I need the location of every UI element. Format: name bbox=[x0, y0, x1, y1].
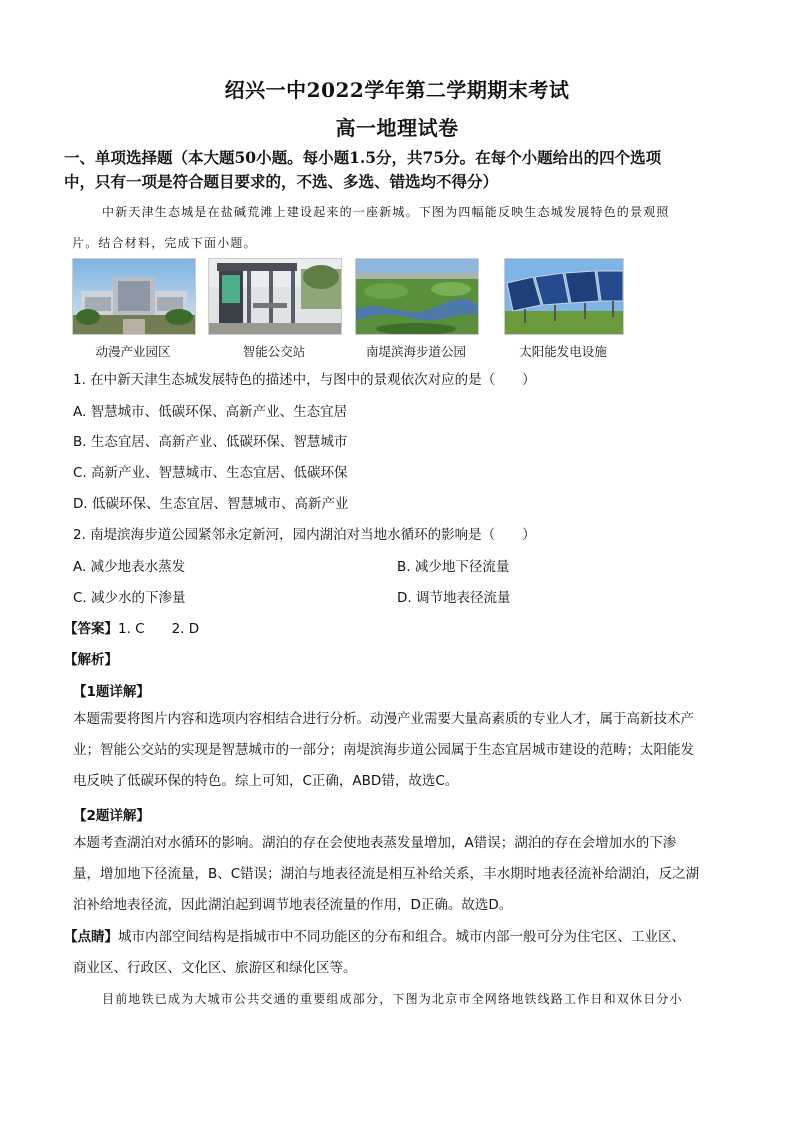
answer-label: 【答案】 bbox=[64, 621, 118, 637]
material-intro-line1: 中新天津生态城是在盐碱荒滩上建设起来的一座新城。下图为四幅能反映生态城发展特色的景观照 bbox=[102, 205, 670, 219]
caption-seaside-park: 南堤滨海步道公园 bbox=[365, 344, 466, 359]
tip-label: 【点睛】 bbox=[64, 929, 118, 945]
section-heading-line2: 中，只有一项是符合题目要求的，不选、多选、错选均不得分） bbox=[64, 172, 499, 191]
analysis-label: 【解析】 bbox=[64, 652, 118, 668]
detail-1-line: 业；智能公交站的实现是智慧城市的一部分；南堤滨海步道公园属于生态宜居城市建设的范畴；太阳能发 bbox=[73, 742, 694, 758]
question-2-option-c: C. 减少水的下渗量 bbox=[73, 590, 186, 606]
material-intro-line2: 片。结合材料，完成下面小题。 bbox=[72, 236, 257, 250]
question-2-stem: 2. 南堤滨海步道公园紧邻永定新河，园内湖泊对当地水循环的影响是（ ） bbox=[73, 527, 536, 543]
detail-1-body bbox=[73, 704, 733, 797]
photo-animation-park bbox=[72, 258, 196, 335]
question-1-option-b: B. 生态宜居、高新产业、低碳环保、智慧城市 bbox=[73, 434, 348, 450]
tip-line-1 bbox=[64, 922, 734, 953]
caption-smart-bus-stop: 智能公交站 bbox=[242, 344, 306, 359]
question-1-option-a: A. 智慧城市、低碳环保、高新产业、生态宜居 bbox=[73, 404, 348, 420]
tip-line-2: 商业区、行政区、文化区、旅游区和绿化区等。 bbox=[73, 960, 357, 976]
detail-1-line: 电反映了低碳环保的特色。综上可知，C正确，ABD错，故选C。 bbox=[73, 773, 459, 789]
question-2-option-a: A. 减少地表水蒸发 bbox=[73, 559, 186, 575]
caption-animation-park: 动漫产业园区 bbox=[95, 344, 171, 359]
exam-subtitle: 高一地理试卷 bbox=[335, 116, 459, 140]
section-heading-line1: 一、单项选择题（本大题50小题。每小题1.5分，共75分。在每个小题给出的四个选项 bbox=[64, 148, 662, 167]
question-2-option-d: D. 调节地表径流量 bbox=[397, 590, 511, 606]
detail-2-body bbox=[73, 828, 733, 921]
tip-block bbox=[64, 922, 734, 984]
detail-2-line: 本题考查湖泊对水循环的影响。湖泊的存在会使地表蒸发量增加，A错误；湖泊的存在会增加水的下渗 bbox=[73, 835, 677, 851]
question-1-stem: 1. 在中新天津生态城发展特色的描述中，与图中的景观依次对应的是（ ） bbox=[73, 372, 536, 388]
photo-seaside-park bbox=[355, 258, 479, 335]
detail-2-line: 泊补给地表径流，因此湖泊起到调节地表径流量的作用，D正确。故选D。 bbox=[73, 897, 513, 913]
next-material-intro: 目前地铁已成为大城市公共交通的重要组成部分，下图为北京市全网络地铁线路工作日和双休日分小 bbox=[102, 992, 683, 1006]
exam-title: 绍兴一中2022学年第二学期期末考试 bbox=[224, 78, 570, 102]
photo-smart-bus-stop bbox=[208, 258, 342, 335]
question-1-option-d: D. 低碳环保、生态宜居、智慧城市、高新产业 bbox=[73, 496, 349, 512]
detail-1-label: 【1题详解】 bbox=[73, 684, 150, 700]
tip-text: 城市内部空间结构是指城市中不同功能区的分布和组合。城市内部一般可分为住宅区、工业区、 bbox=[118, 929, 685, 945]
answer-text: 1. C 2. D bbox=[118, 621, 200, 637]
question-2-option-b: B. 减少地下径流量 bbox=[397, 559, 510, 575]
photo-solar-facility bbox=[504, 258, 624, 335]
question-1-option-c: C. 高新产业、智慧城市、生态宜居、低碳环保 bbox=[73, 465, 348, 481]
detail-2-label: 【2题详解】 bbox=[73, 808, 150, 824]
detail-2-line: 量，增加地下径流量，B、C错误；湖泊与地表径流是相互补给关系，丰水期时地表径流补给湖泊，反之湖 bbox=[73, 866, 700, 882]
detail-1-line: 本题需要将图片内容和选项内容相结合进行分析。动漫产业需要大量高素质的专业人才，属于高新技术产 bbox=[73, 711, 694, 727]
caption-solar-facility: 太阳能发电设施 bbox=[519, 344, 607, 359]
answer-line bbox=[64, 617, 199, 637]
